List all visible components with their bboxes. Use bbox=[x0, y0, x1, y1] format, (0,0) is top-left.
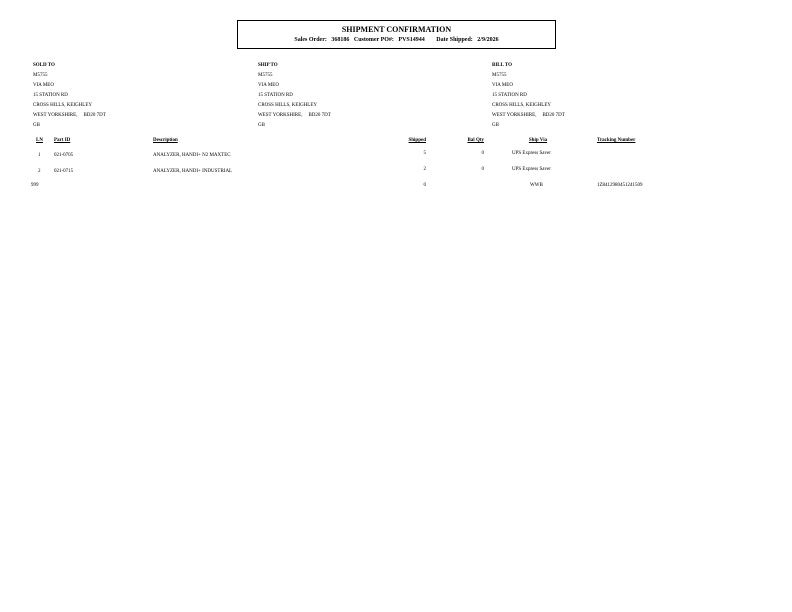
ship-to-line-region bbox=[258, 111, 331, 121]
ship-to-label: SHIP TO bbox=[258, 63, 278, 68]
title-box bbox=[237, 20, 556, 49]
ship-to-line: M5755 bbox=[258, 73, 273, 78]
ship-to-line: 15 STATION RD bbox=[258, 93, 293, 98]
table-row-2-description: ANALYZER, HANDI+ INDUSTRIAL bbox=[153, 169, 233, 174]
sold-to-block bbox=[33, 61, 106, 131]
bill-to-county: WEST YORKSHIRE, bbox=[492, 113, 537, 118]
footer-shipped: 0 bbox=[423, 183, 426, 188]
table-row-1-bo-qty: 0 bbox=[481, 151, 484, 156]
footer-ln: 999 bbox=[31, 183, 39, 188]
ship-to-line: VIA MEO bbox=[258, 83, 279, 88]
col-header-ship-via: Ship Via bbox=[528, 138, 548, 143]
sold-to-line: 15 STATION RD bbox=[33, 93, 68, 98]
bill-to-country: GB bbox=[492, 123, 499, 128]
bill-to-label: BILL TO bbox=[492, 63, 512, 68]
date-shipped-label: Date Shipped: bbox=[436, 37, 473, 43]
col-header-shipped: Shipped bbox=[408, 138, 426, 143]
sold-to-county: WEST YORKSHIRE, bbox=[33, 113, 78, 118]
sold-to-line: CROSS HILLS, KEIGHLEY bbox=[33, 103, 93, 108]
bill-to-line: CROSS HILLS, KEIGHLEY bbox=[492, 103, 552, 108]
customer-po-number: PVS14944 bbox=[398, 37, 425, 43]
sold-to-postcode: BD20 7DT bbox=[83, 113, 106, 118]
footer-tracking-number: 1Z8412980451241509 bbox=[597, 183, 643, 188]
sales-order-label: Sales Order: bbox=[294, 37, 327, 43]
sold-to-label: SOLD TO bbox=[33, 63, 55, 68]
ship-to-postcode: BD20 7DT bbox=[308, 113, 331, 118]
col-header-description: Description bbox=[153, 138, 178, 143]
sold-to-line-region bbox=[33, 111, 106, 121]
table-row-2-bo-qty: 0 bbox=[481, 167, 484, 172]
table-row-2-ship-via: UPS Express Saver bbox=[512, 167, 551, 172]
customer-po-label: Customer PO#: bbox=[353, 37, 394, 43]
bill-to-line: 15 STATION RD bbox=[492, 93, 527, 98]
table-row-1-description: ANALYZER, HANDI+ N2 MAXTEC bbox=[153, 153, 231, 158]
ship-to-line: CROSS HILLS, KEIGHLEY bbox=[258, 103, 318, 108]
col-header-ln: LN bbox=[36, 138, 43, 143]
sold-to-line: M5755 bbox=[33, 73, 48, 78]
sold-to-country: GB bbox=[33, 123, 40, 128]
footer-ship-via: WWB bbox=[530, 183, 543, 188]
order-summary-line bbox=[238, 37, 555, 44]
table-row-1-ln: 1 bbox=[38, 153, 41, 158]
page-title: SHIPMENT CONFIRMATION bbox=[341, 25, 452, 34]
sales-order-number: 368186 bbox=[331, 37, 350, 43]
date-shipped-value: 2/9/2026 bbox=[477, 37, 499, 43]
bill-to-postcode: BD20 7DT bbox=[542, 113, 565, 118]
bill-to-line-region bbox=[492, 111, 565, 121]
ship-to-county: WEST YORKSHIRE, bbox=[258, 113, 303, 118]
table-row-2-shipped: 2 bbox=[423, 167, 426, 172]
col-header-part-id: Part ID bbox=[54, 138, 71, 143]
bill-to-line: M5755 bbox=[492, 73, 507, 78]
table-row-1-part-id: 021-0705 bbox=[54, 153, 74, 158]
ship-to-block bbox=[258, 61, 331, 131]
bill-to-block bbox=[492, 61, 565, 131]
table-row-1-shipped: 5 bbox=[423, 151, 426, 156]
ship-to-country: GB bbox=[258, 123, 265, 128]
table-row-2-ln: 2 bbox=[38, 169, 41, 174]
bill-to-line: VIA MEO bbox=[492, 83, 513, 88]
col-header-tracking: Tracking Number bbox=[597, 138, 636, 143]
sold-to-line: VIA MEO bbox=[33, 83, 54, 88]
table-row-2-part-id: 021-0715 bbox=[54, 169, 74, 174]
col-header-bo-qty: Bal Qty bbox=[467, 138, 484, 143]
table-row-1-ship-via: UPS Express Saver bbox=[512, 151, 551, 156]
